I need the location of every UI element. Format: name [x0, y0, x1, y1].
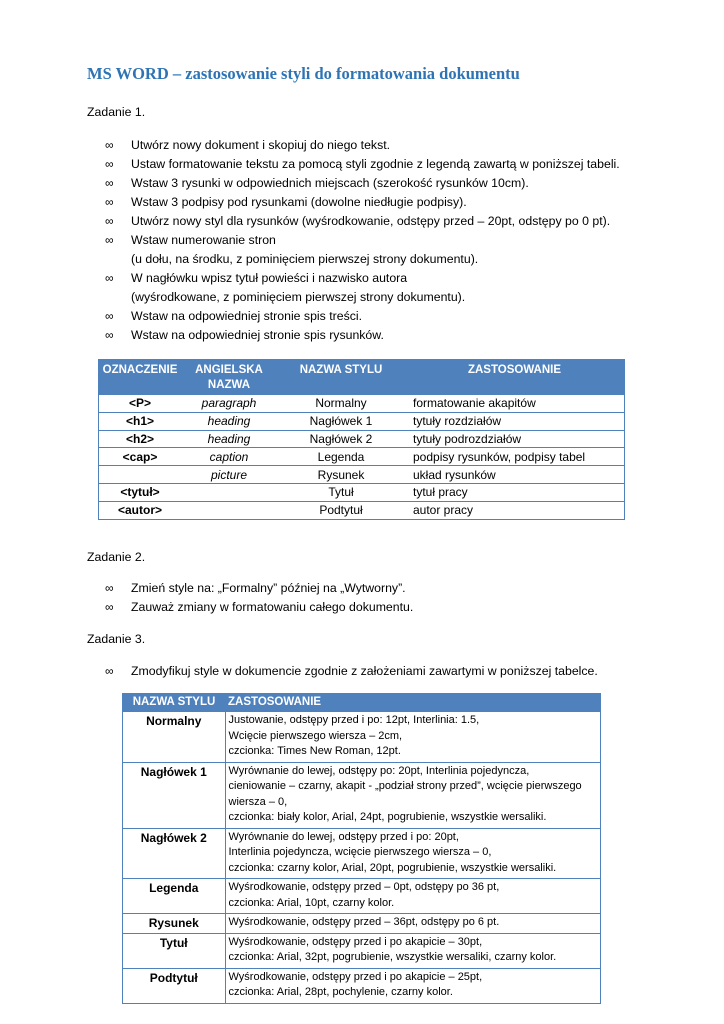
header-oznaczenie: OZNACZENIE	[99, 360, 182, 395]
cell-style-name: Rysunek	[123, 914, 226, 934]
table-header-row	[123, 694, 601, 712]
cell-style-description	[225, 968, 601, 1003]
header-nazwa-stylu: NAZWA STYLU	[123, 694, 226, 712]
table-row	[123, 879, 601, 914]
description-line: Wcięcie pierwszego wiersza – 2cm,	[228, 729, 403, 742]
list-item	[87, 231, 620, 269]
header-zastosowanie: ZASTOSOWANIE	[225, 694, 601, 712]
cell-style-description	[225, 712, 601, 763]
cell-zastosowanie: tytuły podrozdziałów	[405, 430, 625, 448]
bullet-icon: ∞	[105, 328, 114, 342]
cell-angielska-nazwa: caption	[181, 448, 277, 466]
cell-style-description	[225, 933, 601, 968]
cell-angielska-nazwa	[181, 483, 277, 501]
description-line: Wyrównanie do lewej, odstępy po: 20pt, Interlinia pojedyncza,	[228, 764, 530, 777]
cell-oznaczenie: <h2>	[99, 430, 182, 448]
list-item-text: Zauważ zmiany w formatowaniu całego dokumentu.	[131, 600, 414, 614]
cell-nazwa-stylu: Normalny	[277, 395, 405, 413]
table-row	[99, 466, 625, 484]
task1-list	[87, 136, 620, 345]
description-line: Wyrównanie do lewej, odstępy przed i po: 20pt,	[228, 830, 459, 843]
list-item	[87, 136, 620, 155]
table-row	[99, 483, 625, 501]
bullet-icon: ∞	[105, 600, 114, 614]
list-item-text: (wyśrodkowane, z pominięciem pierwszej strony dokumentu).	[131, 290, 466, 304]
cell-zastosowanie: tytuły rozdziałów	[405, 412, 625, 430]
bullet-icon: ∞	[105, 233, 114, 247]
bullet-icon: ∞	[105, 176, 114, 190]
cell-angielska-nazwa: picture	[181, 466, 277, 484]
list-item-text: Wstaw 3 rysunki w odpowiednich miejscach (szerokość rysunków 10cm).	[131, 176, 529, 190]
list-item-text: Utwórz nowy dokument i skopiuj do niego tekst.	[131, 138, 391, 152]
list-item-text: Wstaw na odpowiedniej stronie spis treści.	[131, 309, 363, 323]
list-item-text: Zmodyfikuj style w dokumencie zgodnie z założeniami zawartymi w poniższej tabelce.	[131, 664, 598, 678]
description-line: Wyśrodkowanie, odstępy przed i po akapicie – 30pt,	[228, 935, 483, 948]
cell-nazwa-stylu: Rysunek	[277, 466, 405, 484]
list-item-text: Wstaw na odpowiedniej stronie spis rysunków.	[131, 328, 384, 342]
description-line: Justowanie, odstępy przed i po: 12pt, Interlinia: 1.5,	[228, 714, 480, 726]
bullet-icon: ∞	[105, 214, 114, 228]
description-line: czcionka: biały kolor, Arial, 24pt, pogrubienie, wszystkie wersaliki.	[228, 811, 547, 823]
cell-oznaczenie: <P>	[99, 395, 182, 413]
table-row	[123, 828, 601, 879]
cell-angielska-nazwa: paragraph	[181, 395, 277, 413]
list-item	[87, 193, 620, 212]
table-header-row	[99, 360, 625, 395]
bullet-icon: ∞	[105, 581, 114, 595]
list-item-text: Utwórz nowy styl dla rysunków (wyśrodkowanie, odstępy przed – 20pt, odstępy po 0 pt).	[131, 214, 611, 228]
cell-style-name: Nagłówek 2	[123, 828, 226, 879]
table-row	[99, 412, 625, 430]
task3-heading: Zadanie 3.	[87, 632, 146, 646]
list-item	[87, 598, 413, 617]
cell-nazwa-stylu: Legenda	[277, 448, 405, 466]
bullet-icon: ∞	[105, 138, 114, 152]
task1-heading: Zadanie 1.	[87, 105, 146, 119]
cell-angielska-nazwa: heading	[181, 430, 277, 448]
description-line: Wyśrodkowanie, odstępy przed – 36pt, odstępy po 6 pt.	[228, 916, 500, 928]
cell-zastosowanie: autor pracy	[405, 501, 625, 519]
header-angielska-nazwa-text: ANGIELSKA NAZWA	[195, 364, 263, 391]
cell-nazwa-stylu: Podtytuł	[277, 501, 405, 519]
cell-angielska-nazwa	[181, 501, 277, 519]
list-item-text: Zmień style na: „Formalny” później na „Wytworny”.	[131, 581, 406, 595]
cell-style-name: Podtytuł	[123, 968, 226, 1003]
cell-style-description	[225, 828, 601, 879]
bullet-icon: ∞	[105, 195, 114, 209]
cell-zastosowanie: układ rysunków	[405, 466, 625, 484]
description-line: czcionka: czarny kolor, Arial, 20pt, pogrubienie, wszystkie wersaliki.	[228, 861, 557, 874]
cell-style-name: Normalny	[123, 712, 226, 763]
cell-oznaczenie: <autor>	[99, 501, 182, 519]
list-item-text: (u dołu, na środku, z pominięciem pierwszej strony dokumentu).	[131, 252, 479, 266]
cell-style-name: Legenda	[123, 879, 226, 914]
list-item	[87, 212, 620, 231]
cell-style-name: Nagłówek 1	[123, 762, 226, 828]
bullet-icon: ∞	[105, 309, 114, 323]
cell-angielska-nazwa: heading	[181, 412, 277, 430]
cell-oznaczenie	[99, 466, 182, 484]
description-line: Wyśrodkowanie, odstępy przed i po akapicie – 25pt,	[228, 970, 483, 983]
cell-style-name: Tytuł	[123, 933, 226, 968]
cell-zastosowanie: podpisy rysunków, podpisy tabel	[405, 448, 625, 466]
description-line: cieniowanie – czarny, akapit - „podział strony przed”, wcięcie pierwszego	[228, 780, 582, 792]
list-item-text: Wstaw numerowanie stron	[131, 233, 276, 247]
table-row	[99, 395, 625, 413]
cell-nazwa-stylu: Tytuł	[277, 483, 405, 501]
cell-oznaczenie: <cap>	[99, 448, 182, 466]
bullet-icon: ∞	[105, 271, 114, 285]
header-zastosowanie: ZASTOSOWANIE	[405, 360, 625, 395]
header-nazwa-stylu: NAZWA STYLU	[277, 360, 405, 395]
cell-style-description	[225, 879, 601, 914]
description-line: Wyśrodkowanie, odstępy przed – 0pt, odstępy po 36 pt,	[228, 881, 500, 893]
bullet-icon: ∞	[105, 664, 114, 678]
bullet-icon: ∞	[105, 157, 114, 171]
cell-oznaczenie: <h1>	[99, 412, 182, 430]
cell-zastosowanie: tytuł pracy	[405, 483, 625, 501]
table-row	[99, 501, 625, 519]
list-item	[87, 662, 598, 681]
table-row	[99, 430, 625, 448]
description-line: czcionka: Arial, 10pt, czarny kolor.	[228, 896, 395, 909]
table-row	[123, 933, 601, 968]
cell-nazwa-stylu: Nagłówek 1	[277, 412, 405, 430]
document-title: MS WORD – zastosowanie styli do formatowania dokumentu	[87, 64, 520, 83]
cell-style-description	[225, 914, 601, 934]
cell-zastosowanie: formatowanie akapitów	[405, 395, 625, 413]
list-item	[87, 269, 620, 307]
task2-list	[87, 579, 413, 617]
header-angielska-nazwa	[181, 360, 277, 395]
cell-oznaczenie: <tytuł>	[99, 483, 182, 501]
cell-nazwa-stylu: Nagłówek 2	[277, 430, 405, 448]
description-line: czcionka: Arial, 28pt, pochylenie, czarny kolor.	[228, 986, 453, 998]
task3-list	[87, 662, 598, 681]
description-line: czcionka: Times New Roman, 12pt.	[228, 745, 401, 757]
table-row	[99, 448, 625, 466]
task2-heading: Zadanie 2.	[87, 550, 146, 564]
list-item-text: Wstaw 3 podpisy pod rysunkami (dowolne niedługie podpisy).	[131, 195, 467, 209]
table-row	[123, 712, 601, 763]
table-row	[123, 968, 601, 1003]
description-line: czcionka: Arial, 32pt, pogrubienie, wszystkie wersaliki, czarny kolor.	[228, 951, 557, 963]
list-item	[87, 579, 413, 598]
description-line: wiersza – 0,	[228, 795, 288, 808]
table-row	[123, 914, 601, 934]
cell-style-description	[225, 762, 601, 828]
description-line: Interlinia pojedyncza, wcięcie pierwszego wiersza – 0,	[228, 846, 492, 858]
list-item	[87, 174, 620, 193]
table-row	[123, 762, 601, 828]
list-item-text: Ustaw formatowanie tekstu za pomocą styli zgodnie z legendą zawartą w poniższej tabeli.	[131, 157, 620, 171]
styles-legend-table	[98, 359, 625, 520]
list-item-text: W nagłówku wpisz tytuł powieści i nazwisko autora	[131, 271, 408, 285]
list-item	[87, 307, 620, 326]
style-modification-table	[122, 693, 601, 1004]
list-item	[87, 155, 620, 174]
list-item	[87, 326, 620, 345]
